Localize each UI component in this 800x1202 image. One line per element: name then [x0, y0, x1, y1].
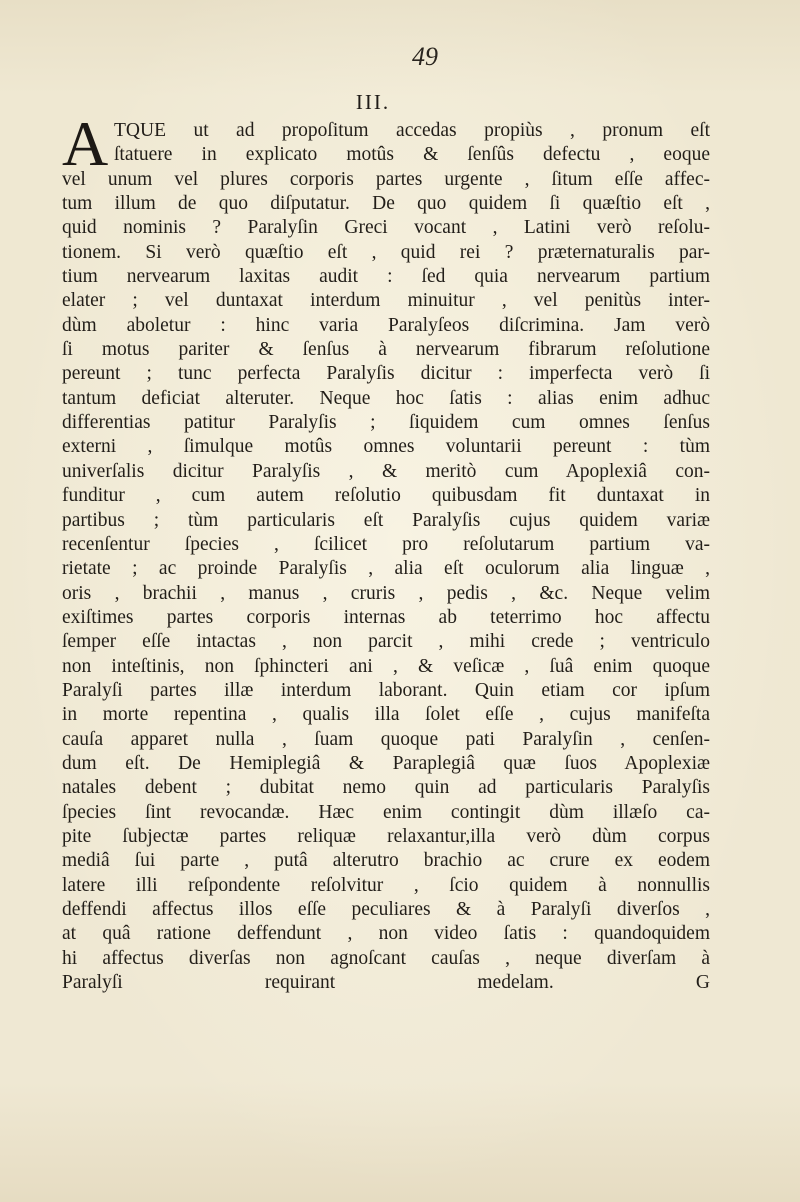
- text-line: Paralyſi requirant medelam.: [62, 972, 554, 994]
- text-line: externi , ſimulque motûs omnes voluntarii pereunt : tùm: [62, 436, 710, 458]
- signature-mark: G: [695, 972, 710, 994]
- text-line: quid nominis ? Paralyſin Greci vocant , Latini verò reſolu-: [62, 217, 710, 239]
- last-line: [62, 971, 710, 995]
- text-line: non inteſtinis, non ſphincteri ani , & veſicæ , ſuâ enim quoque: [62, 655, 710, 677]
- text-line: ſpecies ſint revocandæ. Hæc enim contingit dùm illæſo ca-: [62, 801, 710, 823]
- text-line: latere illi reſpondente reſolvitur , ſcio quidem à nonnullis: [62, 874, 710, 896]
- text-line: in morte repentina , qualis illa ſolet eſſe , cujus manifeſta: [62, 704, 710, 726]
- text-line: ſi motus pariter & ſenſus à nervearum fibrarum reſolutione: [62, 339, 710, 361]
- text-line: tum illum de quo diſputatur. De quo quidem ſi quæſtio eſt ,: [62, 193, 710, 215]
- text-line: dum eſt. De Hemiplegiâ & Paraplegiâ quæ ſuos Apoplexiæ: [62, 752, 710, 774]
- body-text: [62, 119, 710, 995]
- text-line: univerſalis dicitur Paralyſis , & meritò cum Apoplexiâ con-: [62, 460, 710, 482]
- text-line: tionem. Si verò quæſtio eſt , quid rei ? præternaturalis par-: [62, 241, 710, 263]
- text-line: elater ; vel duntaxat interdum minuitur , vel penitùs inter-: [62, 290, 710, 312]
- text-line: partibus ; tùm particularis eſt Paralyſis cujus quidem variæ: [62, 509, 710, 531]
- text-line: Paralyſi partes illæ interdum laborant. Quin etiam cor ipſum: [62, 679, 710, 701]
- text-line: ſtatuere in explicato motûs & ſenſûs defectu , eoque: [114, 144, 710, 166]
- text-line: hi affectus diverſas non agnoſcant cauſas , neque diverſam à: [62, 947, 710, 969]
- text-line: dùm aboletur : hinc varia Paralyſeos diſcrimina. Jam verò: [62, 314, 710, 336]
- text-line: pereunt ; tunc perfecta Paralyſis dicitur : imperfecta verò ſi: [62, 363, 710, 385]
- text-line: tantum deficiat alteruter. Neque hoc ſatis : alias enim adhuc: [62, 387, 710, 409]
- text-line: tium nervearum laxitas audit : ſed quia nervearum partium: [62, 266, 710, 288]
- text-line: natales debent ; dubitat nemo quin ad particularis Paralyſis: [62, 777, 710, 799]
- text-line: funditur , cum autem reſolutio quibusdam fit duntaxat in: [62, 485, 710, 507]
- text-line: TQUE ut ad propoſitum accedas propiùs , pronum eſt: [114, 120, 710, 141]
- text-line: deffendi affectus illos eſſe peculiares & à Paralyſi diverſos ,: [62, 899, 710, 920]
- section-heading: III.: [355, 90, 391, 114]
- text-line: rietate ; ac proinde Paralyſis , alia eſt oculorum alia linguæ ,: [62, 558, 710, 580]
- text-line: pite ſubjectæ partes reliquæ relaxantur,illa verò dùm corpus: [62, 825, 710, 847]
- drop-cap: A: [62, 108, 109, 179]
- page-number: 49: [412, 42, 438, 71]
- text-line: oris , brachii , manus , cruris , pedis , &c. Neque velim: [62, 582, 710, 604]
- text-line: mediâ ſui parte , putâ alterutro brachio ac crure ex eodem: [62, 850, 710, 872]
- text-line: vel unum vel plures corporis partes urgente , ſitum eſſe affec-: [62, 168, 710, 190]
- text-line: cauſa apparet nulla , ſuam quoque pati Paralyſin , cenſen-: [62, 728, 710, 750]
- text-line: exiſtimes partes corporis internas ab teterrimo hoc affectu: [62, 606, 710, 628]
- text-line: differentias patitur Paralyſis ; ſiquidem cum omnes ſenſus: [62, 412, 710, 434]
- text-line: recenſentur ſpecies , ſcilicet pro reſolutarum partium va-: [62, 533, 710, 555]
- text-line: at quâ ratione deffendunt , non video ſatis : quandoquidem: [62, 923, 710, 945]
- text-line: ſemper eſſe intactas , non parcit , mihi crede ; ventriculo: [62, 631, 710, 653]
